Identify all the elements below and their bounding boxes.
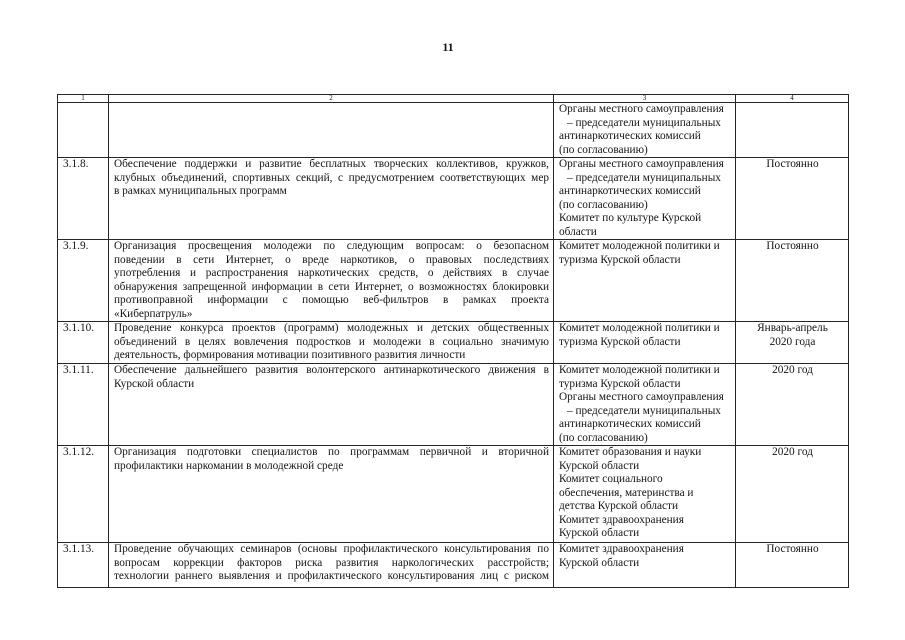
description-line: Проведение конкурса проектов (программ) молодежных и детских общественных xyxy=(114,322,549,334)
table-row xyxy=(58,240,849,322)
deadline xyxy=(736,103,849,158)
executor-line: Комитет образования и науки xyxy=(559,446,702,458)
item-number: 3.1.8. xyxy=(58,158,109,240)
description-line: употребления и распространения наркотических средств, о действиях в случае xyxy=(114,267,549,279)
description-line: деятельность, формирования мотивации позитивного развития личности xyxy=(114,349,466,361)
deadline xyxy=(736,240,849,322)
deadline-text xyxy=(741,322,844,349)
responsible-executors xyxy=(554,158,736,240)
executor-line: Курской области xyxy=(559,459,640,472)
description-line: Обеспечение поддержки и развитие бесплатных творческих коллективов, кружков, xyxy=(114,158,549,170)
executors-text xyxy=(559,543,731,570)
description-line: Организация просвещения молодежи по следующим вопросам: о безопасном xyxy=(114,240,549,252)
measure-description xyxy=(109,446,554,543)
item-number: 3.1.11. xyxy=(58,364,109,446)
description-text xyxy=(114,543,549,584)
executor-line: Комитет здравоохранения xyxy=(559,513,684,526)
executors-text xyxy=(559,158,731,239)
deadline-line: Постоянно xyxy=(766,158,819,170)
column-numbers-row xyxy=(58,95,849,103)
responsible-executors xyxy=(554,103,736,158)
description-line: Проведение обучающих семинаров (основы профилактического консультирования по xyxy=(114,543,549,555)
executor-line: антинаркотических комиссий xyxy=(559,185,701,197)
deadline-text xyxy=(741,364,844,378)
table-row xyxy=(58,158,849,240)
executors-text xyxy=(559,322,731,349)
executor-line: Курской области xyxy=(559,527,640,539)
executors-text xyxy=(559,240,731,267)
executor-line: области xyxy=(559,225,597,238)
measure-description xyxy=(109,543,554,588)
executor-line: туризма Курской области xyxy=(559,335,681,348)
deadline xyxy=(736,543,849,588)
responsible-executors xyxy=(554,446,736,543)
executor-line: антинаркотических комиссий xyxy=(559,418,701,430)
executor-line: обеспечения, материнства и xyxy=(559,486,694,499)
measure-description xyxy=(109,240,554,322)
table-row xyxy=(58,364,849,446)
table-row xyxy=(58,543,849,588)
table-row xyxy=(58,103,849,158)
measure-description xyxy=(109,364,554,446)
executor-line: – председатели муниципальных xyxy=(567,116,721,129)
deadline-text xyxy=(741,446,844,460)
executor-line: (по согласованию) xyxy=(559,198,648,211)
deadline-line: 2020 год xyxy=(772,446,813,458)
description-line: поведении в сети Интернет, о вреде наркотиков, о правовых последствиях xyxy=(114,253,549,266)
deadline xyxy=(736,322,849,364)
executors-text xyxy=(559,364,731,445)
description-text xyxy=(114,322,549,363)
description-line: обнаружения запрещенной информации в сети Интернет, о возможностях блокировки xyxy=(114,280,549,293)
description-line: Обеспечение дальнейшего развития волонтерского антинаркотического движения в xyxy=(114,364,549,376)
deadline-line: Постоянно xyxy=(766,543,819,555)
executor-line: антинаркотических комиссий xyxy=(559,130,701,142)
deadline-line: Постоянно xyxy=(766,240,819,252)
description-line: в рамках муниципальных программ xyxy=(114,185,287,197)
deadline-line: 2020 год xyxy=(772,364,813,376)
deadline-line: Январь-апрель xyxy=(757,322,828,334)
description-text xyxy=(114,446,549,473)
executor-line: Комитет молодежной политики и xyxy=(559,322,720,334)
description-text xyxy=(114,240,549,321)
column-number-header: 2 xyxy=(109,95,554,103)
executor-line: Органы местного самоуправления xyxy=(559,103,724,115)
responsible-executors xyxy=(554,543,736,588)
responsible-executors xyxy=(554,322,736,364)
deadline xyxy=(736,364,849,446)
description-line: вопросам коррекции факторов риска развития наркологических расстройств; xyxy=(114,556,549,569)
description-line: профилактики наркомании в молодежной среде xyxy=(114,459,344,472)
executor-line: – председатели муниципальных xyxy=(567,171,721,184)
responsible-executors xyxy=(554,240,736,322)
measure-description xyxy=(109,322,554,364)
description-line: Курской области xyxy=(114,377,195,390)
description-line: «Киберпатруль» xyxy=(114,307,193,320)
executor-line: Комитет молодежной политики и xyxy=(559,364,720,376)
description-line: клубных объединений, спортивных секций, с предусмотрением соответствующих мер xyxy=(114,171,549,184)
table-row xyxy=(58,322,849,364)
executor-line: туризма Курской области xyxy=(559,377,681,390)
executor-line: туризма Курской области xyxy=(559,253,681,266)
executor-line: – председатели муниципальных xyxy=(567,404,721,417)
deadline-text xyxy=(741,240,844,254)
deadline-text xyxy=(741,158,844,172)
description-line: технологии раннего выявления и профилактического консультирования лиц с риском xyxy=(114,570,549,582)
deadline-text xyxy=(741,543,844,557)
executors-text xyxy=(559,103,731,157)
executor-line: Комитет здравоохранения xyxy=(559,543,684,555)
executor-line: (по согласованию) xyxy=(559,431,648,444)
executors-text xyxy=(559,446,731,541)
executor-line: Курской области xyxy=(559,556,640,569)
description-line: противоправной информации с помощью веб-фильтров в рамках проекта xyxy=(114,294,549,306)
description-text xyxy=(114,364,549,391)
item-number: 3.1.13. xyxy=(58,543,109,588)
column-number-header: 1 xyxy=(58,95,109,103)
description-line: Организация подготовки специалистов по программам первичной и вторичной xyxy=(114,446,549,458)
description-text xyxy=(114,158,549,199)
item-number: 3.1.10. xyxy=(58,322,109,364)
measure-description xyxy=(109,103,554,158)
executor-line: (по согласованию) xyxy=(559,143,648,156)
executor-line: Комитет по культуре Курской xyxy=(559,212,702,224)
deadline-line: 2020 года xyxy=(769,335,816,348)
page-number: 11 xyxy=(442,40,454,54)
table-row xyxy=(58,446,849,543)
executor-line: Органы местного самоуправления xyxy=(559,158,724,170)
measure-description xyxy=(109,158,554,240)
column-number-header: 4 xyxy=(736,95,849,103)
executor-line: Комитет молодежной политики и xyxy=(559,240,720,252)
executor-line: Комитет социального xyxy=(559,473,663,485)
responsible-executors xyxy=(554,364,736,446)
deadline xyxy=(736,158,849,240)
description-line: объединений в целях вовлечения подростков и молодежи в социально значимую xyxy=(114,335,549,348)
executor-line: детства Курской области xyxy=(559,500,679,512)
column-number-header: 3 xyxy=(554,95,736,103)
action-plan-table xyxy=(57,94,849,588)
item-number: 3.1.12. xyxy=(58,446,109,543)
item-number xyxy=(58,103,109,158)
executor-line: Органы местного самоуправления xyxy=(559,391,724,403)
deadline xyxy=(736,446,849,543)
item-number: 3.1.9. xyxy=(58,240,109,322)
